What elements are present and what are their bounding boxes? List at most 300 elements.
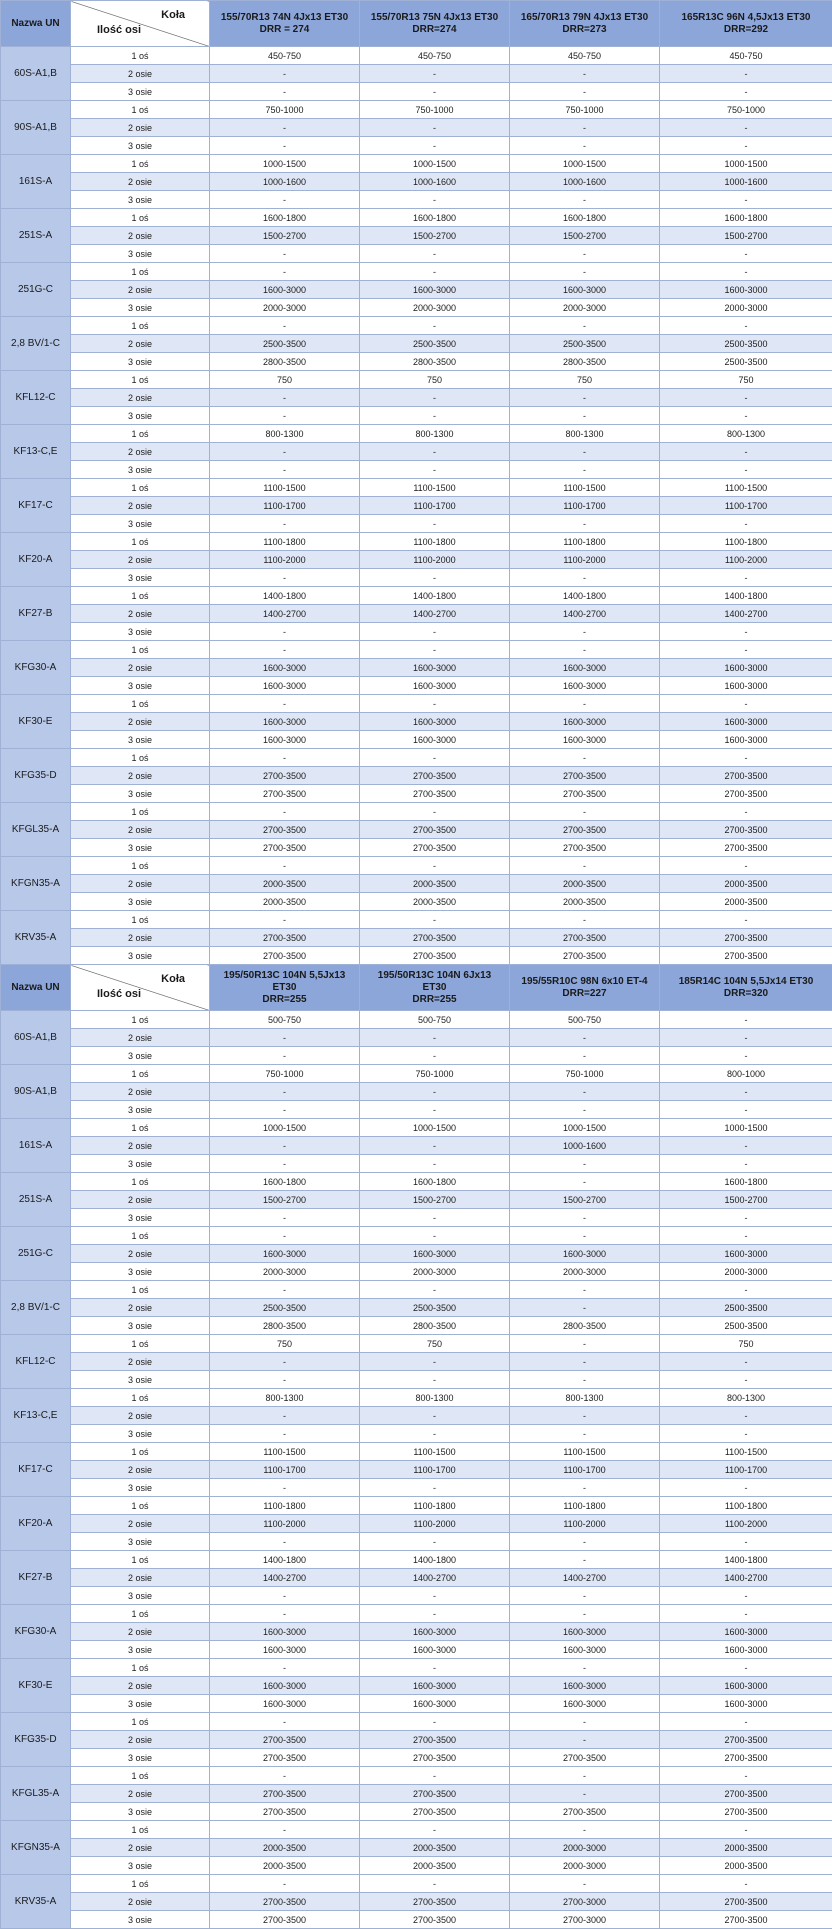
load-range-cell: - [210,1713,360,1731]
load-range-cell: 1500-2700 [210,1191,360,1209]
load-range-cell: - [660,1047,832,1065]
load-range-cell: - [660,623,832,641]
table-row [1,713,832,731]
load-range-cell: 1100-2000 [360,551,510,569]
unit-name-cell: KFL12-C [1,1335,71,1389]
load-range-cell: 2700-3500 [210,1911,360,1929]
load-range-cell: - [510,245,660,263]
header-row [1,965,832,1011]
axle-count-cell: 2 osie [71,1677,210,1695]
load-range-cell: 1000-1600 [510,1137,660,1155]
table-row [1,281,832,299]
axle-count-cell: 2 osie [71,1299,210,1317]
load-range-cell: 2500-3500 [660,335,832,353]
load-range-cell: 750 [210,1335,360,1353]
table-row [1,407,832,425]
load-range-cell: - [210,245,360,263]
axle-count-cell: 1 oś [71,263,210,281]
load-range-cell: 1000-1500 [510,155,660,173]
axle-count-cell: 1 oś [71,101,210,119]
load-range-cell: 2500-3500 [360,1299,510,1317]
table-row [1,1083,832,1101]
load-range-cell: 1600-3000 [360,1245,510,1263]
axle-count-cell: 1 oś [71,1551,210,1569]
column-header-wheel [510,1,660,47]
load-range-cell: 2500-3500 [360,335,510,353]
load-range-cell: 2000-3500 [210,1839,360,1857]
column-header-wheel [660,965,832,1011]
unit-name-cell: KFG30-A [1,1605,71,1659]
load-range-cell: 2700-3500 [510,839,660,857]
load-range-cell: - [660,461,832,479]
load-range-cell: 1400-1800 [360,1551,510,1569]
axle-count-cell: 1 oś [71,1767,210,1785]
table-row [1,245,832,263]
load-range-cell: 1600-3000 [210,677,360,695]
load-range-cell: 1500-2700 [360,1191,510,1209]
axle-count-cell: 1 oś [71,1011,210,1029]
axle-count-cell: 2 osie [71,1623,210,1641]
table-row [1,173,832,191]
unit-name-cell: KFGN35-A [1,1821,71,1875]
load-range-cell: - [510,569,660,587]
wheel-spec-line: 195/50R13C 104N 5,5Jx13 [210,970,359,982]
load-range-cell: 2700-3500 [360,1785,510,1803]
load-range-cell: 1600-3000 [660,1677,832,1695]
load-range-cell: - [210,83,360,101]
load-range-cell: 1100-1700 [510,1461,660,1479]
wheel-spec-line: DRR = 274 [210,24,359,36]
axle-count-cell: 3 osie [71,1803,210,1821]
load-range-cell: 1600-3000 [210,1623,360,1641]
unit-name-cell: KRV35-A [1,1875,71,1929]
axle-count-cell: 3 osie [71,1479,210,1497]
wheel-spec-line: DRR=255 [210,994,359,1006]
load-range-cell: 2700-3500 [210,1785,360,1803]
wheel-spec-line: 185R14C 104N 5,5Jx14 ET30 [660,976,832,988]
axle-count-cell: 3 osie [71,1857,210,1875]
load-range-cell: 1500-2700 [660,227,832,245]
load-range-cell: 2700-3500 [660,767,832,785]
load-range-cell: 1100-1500 [360,1443,510,1461]
unit-name-cell: 2,8 BV/1-C [1,1281,71,1335]
load-range-cell: 1600-3000 [660,1695,832,1713]
load-range-cell: - [660,1227,832,1245]
load-range-cell: 750 [660,371,832,389]
load-range-cell: - [210,389,360,407]
table-row [1,353,832,371]
load-range-cell: - [510,191,660,209]
load-range-cell: 1100-1700 [660,497,832,515]
load-range-cell: 2000-3500 [510,875,660,893]
load-range-cell: 800-1300 [510,425,660,443]
table-row [1,1749,832,1767]
wheel-spec-line: 165R13C 96N 4,5Jx13 ET30 [660,12,832,24]
load-range-cell: - [360,407,510,425]
table-row [1,947,832,965]
load-range-cell: 2500-3500 [660,1317,832,1335]
load-range-cell: 1600-1800 [210,1173,360,1191]
load-range-cell: 2000-3500 [660,1839,832,1857]
load-range-cell: - [660,119,832,137]
load-range-cell: 1400-2700 [360,1569,510,1587]
load-range-cell: - [360,749,510,767]
table-row [1,1209,832,1227]
load-range-cell: 1600-3000 [510,731,660,749]
load-range-cell: 1600-3000 [210,713,360,731]
load-range-cell: 1600-3000 [510,1695,660,1713]
axle-count-cell: 2 osie [71,335,210,353]
load-range-cell: - [210,1353,360,1371]
load-range-cell: 1600-3000 [360,731,510,749]
unit-name-cell: KF27-B [1,1551,71,1605]
load-range-cell: - [360,1101,510,1119]
load-range-cell: 2700-3500 [360,821,510,839]
load-range-cell: - [210,1533,360,1551]
table-row [1,1803,832,1821]
load-range-cell: - [210,1821,360,1839]
axle-count-cell: 1 oś [71,1119,210,1137]
load-range-cell: - [360,911,510,929]
table-row [1,443,832,461]
axle-count-cell: 1 oś [71,1389,210,1407]
load-range-cell: 750-1000 [210,1065,360,1083]
load-range-cell: - [660,569,832,587]
load-range-cell: - [660,137,832,155]
load-range-cell: 1400-1800 [510,587,660,605]
load-range-cell: - [360,569,510,587]
load-range-cell: 1600-3000 [660,731,832,749]
header-wheels-label: Koła [161,973,185,985]
load-range-cell: 2700-3500 [210,947,360,965]
table-row [1,659,832,677]
load-range-cell: - [210,1047,360,1065]
axle-count-cell: 1 oś [71,1713,210,1731]
axle-count-cell: 3 osie [71,1641,210,1659]
load-range-cell: - [510,1371,660,1389]
table-row [1,1191,832,1209]
unit-name-cell: KF20-A [1,533,71,587]
load-range-cell: - [660,1821,832,1839]
axle-count-cell: 1 oś [71,1227,210,1245]
table-row [1,47,832,65]
load-range-cell: 1100-1800 [660,1497,832,1515]
load-range-cell: - [360,641,510,659]
table-row [1,479,832,497]
load-range-cell: - [660,263,832,281]
axle-count-cell: 1 oś [71,1875,210,1893]
load-range-cell: - [360,245,510,263]
load-range-cell: - [210,1209,360,1227]
axle-count-cell: 1 oś [71,425,210,443]
load-range-cell: - [660,695,832,713]
axle-count-cell: 3 osie [71,947,210,965]
load-range-cell: - [660,1533,832,1551]
load-range-cell: - [660,1713,832,1731]
load-range-cell: 1600-3000 [510,1623,660,1641]
load-range-cell: 2000-3500 [660,875,832,893]
load-range-cell: - [660,1011,832,1029]
axle-count-cell: 1 oś [71,911,210,929]
table-row [1,1587,832,1605]
load-range-cell: - [360,1605,510,1623]
load-range-cell: 750-1000 [510,1065,660,1083]
unit-name-cell: KFG35-D [1,749,71,803]
header-axles-label: Ilość osi [97,988,141,1000]
load-range-cell: 2700-3500 [360,785,510,803]
load-range-cell: 2000-3000 [510,299,660,317]
load-range-cell: - [210,857,360,875]
load-range-cell: - [510,1551,660,1569]
load-range-cell: 1400-2700 [510,605,660,623]
table-body [1,1,832,1929]
load-range-cell: - [660,245,832,263]
axle-count-cell: 2 osie [71,119,210,137]
load-range-cell: - [210,803,360,821]
load-range-cell: - [360,515,510,533]
load-range-cell: 2700-3500 [660,1731,832,1749]
load-range-cell: - [660,1659,832,1677]
unit-name-cell: 251S-A [1,1173,71,1227]
wheel-spec-line: ET30 [210,982,359,994]
load-range-cell: 2800-3500 [360,353,510,371]
load-range-cell: 2700-3500 [660,1803,832,1821]
table-row [1,1425,832,1443]
load-range-cell: - [660,803,832,821]
axle-count-cell: 2 osie [71,1137,210,1155]
axle-count-cell: 3 osie [71,1425,210,1443]
load-range-cell: - [360,1083,510,1101]
table-row [1,875,832,893]
load-range-cell: - [360,1227,510,1245]
axle-count-cell: 1 oś [71,749,210,767]
load-range-cell: - [510,1785,660,1803]
load-range-cell: - [510,1425,660,1443]
load-range-cell: - [510,1407,660,1425]
load-range-cell: 2500-3500 [510,335,660,353]
load-range-cell: - [660,515,832,533]
load-range-cell: 750-1000 [210,101,360,119]
load-range-cell: - [660,407,832,425]
load-range-cell: - [510,1209,660,1227]
load-range-cell: 1000-1500 [210,155,360,173]
unit-name-cell: 251S-A [1,209,71,263]
unit-name-cell: 90S-A1,B [1,1065,71,1119]
header-axles-label: Ilość osi [97,24,141,36]
load-range-cell: 1100-1500 [360,479,510,497]
load-range-cell: - [360,119,510,137]
table-row [1,155,832,173]
load-range-cell: - [510,1083,660,1101]
load-range-cell: - [510,1353,660,1371]
load-range-cell: 1400-2700 [210,1569,360,1587]
table-row [1,1389,832,1407]
load-range-cell: - [510,1029,660,1047]
load-range-cell: - [510,1479,660,1497]
load-range-cell: - [660,1407,832,1425]
unit-name-cell: KF20-A [1,1497,71,1551]
load-range-cell: - [510,1173,660,1191]
load-range-cell: 1400-1800 [660,587,832,605]
load-range-cell: - [360,461,510,479]
axle-count-cell: 2 osie [71,1839,210,1857]
load-range-cell: 1600-1800 [660,209,832,227]
load-range-cell: - [660,1875,832,1893]
wheel-spec-line: DRR=255 [360,994,509,1006]
axle-count-cell: 2 osie [71,1029,210,1047]
load-range-cell: - [360,1533,510,1551]
table-row [1,1155,832,1173]
load-range-cell: - [210,569,360,587]
table-row [1,209,832,227]
load-range-cell: 1100-1700 [660,1461,832,1479]
load-range-cell: 2000-3000 [510,1857,660,1875]
table-row [1,1695,832,1713]
unit-name-cell: 60S-A1,B [1,47,71,101]
load-range-cell: 1600-3000 [360,1695,510,1713]
table-row [1,695,832,713]
load-range-cell: - [660,1353,832,1371]
load-range-cell: 1600-3000 [660,281,832,299]
load-range-cell: 2000-3000 [360,1263,510,1281]
load-range-cell: 2800-3500 [510,353,660,371]
load-range-cell: 1100-1500 [510,479,660,497]
load-range-cell: - [660,1029,832,1047]
load-range-cell: 2700-3500 [210,1893,360,1911]
header-wheels-label: Koła [161,9,185,21]
load-range-cell: - [660,1587,832,1605]
load-range-cell: 1600-3000 [510,1641,660,1659]
load-range-cell: - [210,641,360,659]
axle-count-cell: 3 osie [71,1587,210,1605]
load-range-cell: 1100-1700 [210,1461,360,1479]
axle-count-cell: 3 osie [71,353,210,371]
load-range-cell: 1600-3000 [510,677,660,695]
axle-count-cell: 3 osie [71,407,210,425]
table-row [1,623,832,641]
axle-count-cell: 3 osie [71,83,210,101]
load-range-cell: - [360,1587,510,1605]
unit-name-cell: KF17-C [1,479,71,533]
table-row [1,1497,832,1515]
load-range-cell: - [510,857,660,875]
load-range-cell: - [210,1659,360,1677]
load-range-cell: - [660,65,832,83]
load-range-cell: 1100-2000 [210,551,360,569]
load-range-cell: 2000-3500 [210,1857,360,1875]
load-range-cell: - [510,695,660,713]
load-range-cell: - [210,1155,360,1173]
wheel-spec-line: 195/55R10C 98N 6x10 ET-4 [510,976,659,988]
load-range-cell: - [660,1281,832,1299]
load-range-cell: 1600-3000 [210,1677,360,1695]
table-row [1,389,832,407]
load-range-cell: - [360,137,510,155]
axle-count-cell: 3 osie [71,785,210,803]
load-range-cell: - [210,65,360,83]
load-range-cell: 1500-2700 [360,227,510,245]
table-row [1,1407,832,1425]
load-range-cell: 2000-3500 [660,893,832,911]
load-range-cell: - [660,1605,832,1623]
load-range-cell: 2700-3500 [660,1911,832,1929]
load-range-cell: - [210,461,360,479]
load-range-cell: - [510,749,660,767]
load-range-cell: 1600-1800 [510,209,660,227]
axle-count-cell: 2 osie [71,713,210,731]
load-range-cell: 500-750 [210,1011,360,1029]
load-range-cell: 2700-3500 [660,1893,832,1911]
load-range-cell: - [510,443,660,461]
load-range-cell: 1400-2700 [210,605,360,623]
load-range-cell: - [360,1407,510,1425]
table-row [1,1335,832,1353]
load-range-cell: 450-750 [510,47,660,65]
table-row [1,911,832,929]
table-row [1,731,832,749]
column-header-diagonal [71,1,210,47]
table-row [1,1857,832,1875]
unit-name-cell: KF27-B [1,587,71,641]
table-row [1,515,832,533]
load-range-cell: - [210,119,360,137]
table-row [1,1731,832,1749]
load-range-cell: 800-1300 [660,425,832,443]
unit-name-cell: KF30-E [1,695,71,749]
load-range-cell: 2700-3500 [660,1749,832,1767]
load-range-cell: - [210,1407,360,1425]
load-range-cell: - [510,1101,660,1119]
column-header-wheel [660,1,832,47]
load-range-cell: 1500-2700 [510,227,660,245]
table-row [1,641,832,659]
load-range-cell: 800-1300 [660,1389,832,1407]
table-row [1,83,832,101]
load-range-cell: - [660,191,832,209]
column-header-wheel [210,965,360,1011]
table-row [1,461,832,479]
table-row [1,1119,832,1137]
table-row [1,119,832,137]
axle-count-cell: 2 osie [71,1245,210,1263]
axle-count-cell: 2 osie [71,281,210,299]
load-range-cell: 1600-3000 [660,1623,832,1641]
table-row [1,335,832,353]
load-range-cell: 1600-3000 [660,677,832,695]
unit-name-cell: 2,8 BV/1-C [1,317,71,371]
table-row [1,929,832,947]
axle-count-cell: 1 oś [71,1335,210,1353]
load-range-cell: - [660,1209,832,1227]
table-row [1,803,832,821]
load-range-cell: - [210,1587,360,1605]
load-range-cell: 1600-1800 [360,1173,510,1191]
unit-name-cell: 161S-A [1,155,71,209]
table-row [1,1065,832,1083]
load-range-cell: 750 [360,371,510,389]
load-range-cell: - [210,1227,360,1245]
load-range-cell: 2700-3500 [510,929,660,947]
axle-count-cell: 2 osie [71,497,210,515]
table-row [1,1263,832,1281]
load-range-cell: 2700-3000 [510,1893,660,1911]
axle-count-cell: 3 osie [71,1101,210,1119]
load-range-cell: 1400-2700 [660,1569,832,1587]
axle-count-cell: 1 oś [71,155,210,173]
load-range-cell: - [510,1587,660,1605]
load-range-cell: 1600-3000 [360,677,510,695]
load-range-cell: - [360,623,510,641]
